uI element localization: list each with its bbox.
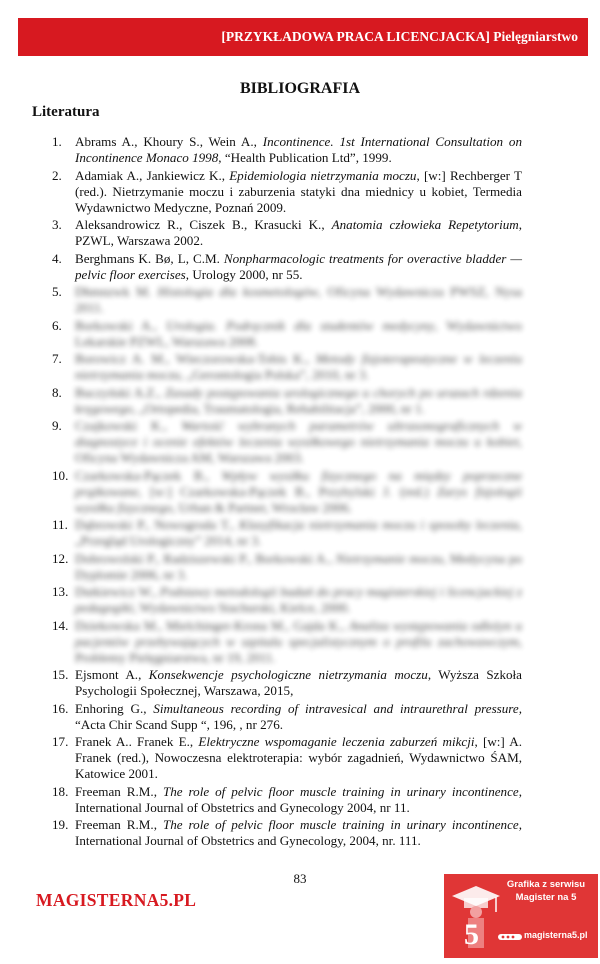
entry-number: 3. <box>52 217 62 232</box>
page-title: BIBLIOGRAFIA <box>239 80 361 97</box>
section-heading: Literatura <box>32 104 100 120</box>
entry-number: 6. <box>52 317 62 333</box>
entry-text: Czajkowski K., Wartość wybranych parametrów ultrasonograficznych w diagnostyce i ocenie efektów leczenia wysiłkowego nietrzymania moczu u kobiet, Oficyna Wydawnicza AM, Warszawa 2003. <box>75 418 523 465</box>
bibliography-entry <box>52 318 522 350</box>
pen-icon <box>498 932 524 942</box>
bibliography-entry <box>52 817 522 849</box>
entry-text: Freeman R.M., The role of pelvic floor muscle training in urinary incontinence, International Journal of Obstetrics and Gynecology, 2004, nr. 111. <box>75 817 522 848</box>
bibliography-entry <box>52 217 522 249</box>
entry-number: 15. <box>52 667 69 682</box>
bibliography-entry <box>52 667 522 699</box>
entry-text: Adamiak A., Jankiewicz K., Epidemiologia nietrzymania moczu, [w:] Rechberger T (red.). Nietrzymanie moczu i zaburzenia statyki dna miednicy u kobiet, Termedia Wydawnictwo Medyczne, Poznań 2009. <box>75 167 522 215</box>
badge-line1: Grafika z serwisu <box>506 879 586 890</box>
header-title: [PRZYKŁADOWA PRACA LICENCJACKA] Pielęgniarstwo <box>221 29 578 44</box>
badge-url: magisterna5.pl <box>524 930 588 940</box>
bibliography-entry <box>52 784 522 816</box>
entry-number: 11. <box>52 517 68 532</box>
entry-text: Buczyński A.Z., Zasady postępowania urologicznego u chorych po urazach rdzenia kręgowego, „Ortopedia, Traumatologia, Rehabilitacja”, 2000, nr 1. <box>75 384 522 416</box>
bibliography-entry <box>52 468 522 516</box>
bibliography-entry <box>52 385 522 417</box>
entry-text: Abrams A., Khoury S., Wein A., Incontinence. 1st International Consultation on Incontinence Monaco 1998, “Health Publication Ltd”, 1999. <box>75 134 522 165</box>
bibliography-list <box>52 134 522 851</box>
entry-number: 8. <box>52 384 62 400</box>
entry-text: Dutkiewicz W., Podstawy metodologii badań do pracy magisterskiej i licencjackiej z pedagogiki, Wydawnictwo Stachurski, Kielce, 2000. <box>75 584 522 615</box>
bibliography-entry <box>52 701 522 733</box>
entry-number: 18. <box>52 783 69 799</box>
bibliography-entry <box>52 551 522 583</box>
entry-number: 1. <box>52 134 62 149</box>
entry-number: 12. <box>52 550 69 566</box>
entry-number: 4. <box>52 250 62 266</box>
footer-logo[interactable]: MAGISTERNA5.PL <box>36 890 197 910</box>
bibliography-entry <box>52 351 522 383</box>
bibliography-entry <box>52 517 522 549</box>
bibliography-entry <box>52 584 522 616</box>
bibliography-entry <box>52 418 522 466</box>
entry-text: Dąbrowski P., Nowogroda T., Klasyfikacja nietrzymania moczu i sposoby leczenia, „Przegląd Urologiczny” 2014, nr 3. <box>75 517 522 548</box>
entry-number: 7. <box>52 351 62 366</box>
entry-number: 19. <box>52 817 69 832</box>
entry-text: Dobrowolski P., Radziszewski P., Borkowski A., Nietrzymanie moczu, Medycyna po Dyplomie 2006, nr 3. <box>75 550 522 582</box>
entry-number: 10. <box>52 467 69 483</box>
bibliography-entry <box>52 251 522 283</box>
entry-text: Borkowski A., Urologia. Podręcznik dla studentów medycyny, Wydawnictwo Lekarskie PZWL, Warszawa 2008. <box>75 317 522 349</box>
entry-number: 5. <box>52 284 62 299</box>
header-bar <box>18 18 588 56</box>
bibliography-entry <box>52 618 522 666</box>
badge-five: 5 <box>464 918 479 951</box>
entry-text: Dziekowska M., Mielchinger-Krona M., Gajda K., Analiza występowania odleżyn u pacjentów przebywających w szpitalu specjalistycznym o profilu zachowawczym, Problemy Pielęgniarstwa, nr 19, 2011. <box>75 617 522 665</box>
badge-line2: Magister na 5 <box>515 892 577 903</box>
watermark-badge[interactable] <box>444 874 598 958</box>
entry-number: 14. <box>52 617 69 633</box>
entry-number: 2. <box>52 167 62 183</box>
entry-text: Dhmnzwk M. Histologia dla kosmetologów, Oficyna Wydawnicza PWSZ, Nysa 2011. <box>75 284 522 315</box>
entry-number: 17. <box>52 734 69 749</box>
entry-number: 16. <box>52 700 69 716</box>
entry-text: Ejsmont A., Konsekwencje psychologiczne nietrzymania moczu, Wyższa Szkoła Psychologii Społecznej, Warszawa, 2015, <box>75 667 522 698</box>
entry-text: Berghmans K. Bø, L, C.M. Nonpharmacologic treatments for overactive bladder — pelvic floor exercises, Urology 2000, nr 55. <box>75 250 522 282</box>
entry-text: Czarkowska-Pączek B., Wpływ wysiłku fizycznego na między poprzeczne prążkowane, [w:] Czarkowska-Pączek B., Przybylski J. (red.) Zarys fizjologii wysiłku fizycznego, Urban & Partner, Wrocław 2006. <box>75 467 523 515</box>
page-number: 83 <box>293 871 307 886</box>
bibliography-entry <box>52 734 522 782</box>
bibliography-entry <box>52 168 522 216</box>
entry-text: Franek A.. Franek E., Elektryczne wspomaganie leczenia zaburzeń mikcji, [w:] A. Franek (red.), Nowoczesna elektroterapia: wybór zagadnień, Wydawnictwo ŚAM, Katowice 2001. <box>75 734 523 781</box>
entry-number: 13. <box>52 584 69 599</box>
entry-text: Borowicz A. M., Wieczorowska-Tobis K., Metody fizjoterapeutyczne w leczeniu nietrzymania moczu, „Gerontologia Polska”, 2010, nr 3. <box>75 351 522 382</box>
entry-text: Enhoring G., Simultaneous recording of intravesical and intraurethral pressure, “Acta Chir Scand Supp “, 196, , nr 276. <box>75 700 523 732</box>
entry-text: Aleksandrowicz R., Ciszek B., Krasucki K., Anatomia człowieka Repetytorium, PZWL, Warszawa 2002. <box>75 217 522 248</box>
entry-text: Freeman R.M., The role of pelvic floor muscle training in urinary incontinence, International Journal of Obstetrics and Gynecology 2004, nr 11. <box>75 783 523 815</box>
bibliography-entry <box>52 284 522 316</box>
entry-number: 9. <box>52 418 62 433</box>
bibliography-entry <box>52 134 522 166</box>
